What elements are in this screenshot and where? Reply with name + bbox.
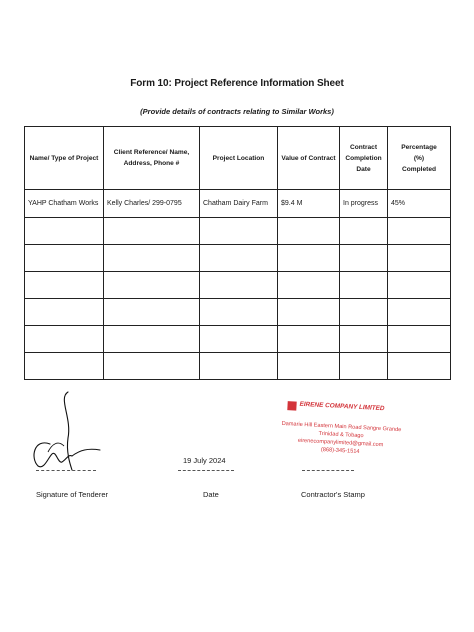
handwritten-signature: [28, 388, 118, 478]
stamp-phone: (868)-345-1514: [320, 446, 360, 455]
table-cell: [388, 218, 451, 245]
table-cell: [104, 353, 200, 380]
table-cell: [278, 272, 340, 299]
signature-line: [36, 470, 96, 471]
stamp-company-name: EIRENE COMPANY LIMITED: [299, 400, 385, 413]
table-cell: [25, 353, 104, 380]
date-value: 19 July 2024: [183, 456, 226, 465]
table-cell: [278, 245, 340, 272]
table-cell: [25, 272, 104, 299]
table-cell: [25, 299, 104, 326]
date-label: Date: [203, 490, 219, 499]
table-cell: [25, 245, 104, 272]
table-cell: YAHP Chatham Works: [25, 190, 104, 218]
table-cell: [340, 299, 388, 326]
table-cell: [104, 245, 200, 272]
table-cell: $9.4 M: [278, 190, 340, 218]
header-percentage-completed: Percentage (%) Completed: [388, 127, 451, 190]
table-cell: [104, 272, 200, 299]
table-cell: [278, 218, 340, 245]
table-cell: [340, 272, 388, 299]
company-logo-icon: [287, 401, 296, 410]
table-cell: [340, 326, 388, 353]
header-contract-value: Value of Contract: [278, 127, 340, 190]
date-line: [178, 470, 234, 471]
table-cell: 45%: [388, 190, 451, 218]
table-cell: [104, 326, 200, 353]
table-cell: [200, 218, 278, 245]
table-cell: [388, 272, 451, 299]
table-row: [25, 218, 451, 245]
table-cell: [388, 299, 451, 326]
form-subtitle: (Provide details of contracts relating to Similar Works): [140, 107, 334, 116]
table-row: [25, 299, 451, 326]
table-cell: Chatham Dairy Farm: [200, 190, 278, 218]
form-title: Form 10: Project Reference Information Sheet: [130, 78, 344, 89]
stamp-label: Contractor's Stamp: [301, 490, 365, 499]
table-cell: [200, 326, 278, 353]
stamp-email: eirenecompanylimited@gmail.com: [297, 437, 384, 449]
header-client-reference: Client Reference/ Name, Address, Phone #: [104, 127, 200, 190]
table-cell: [200, 299, 278, 326]
project-reference-table: [24, 126, 451, 380]
table-cell: In progress: [340, 190, 388, 218]
stamp-address-line1: Damarie Hill Eastern Main Road Sangre Grande: [281, 420, 402, 434]
table-cell: [200, 353, 278, 380]
company-stamp: [274, 398, 407, 475]
table-cell: [200, 245, 278, 272]
table-cell: [278, 326, 340, 353]
table-header-row: [25, 127, 451, 190]
table-cell: [104, 218, 200, 245]
table-row: [25, 272, 451, 299]
table-row: [25, 245, 451, 272]
table-row: [25, 353, 451, 380]
signature-label: Signature of Tenderer: [36, 490, 108, 499]
table-cell: [200, 272, 278, 299]
table-cell: [388, 326, 451, 353]
table-cell: [25, 326, 104, 353]
stamp-address-line2: Trinidad & Tobago: [318, 430, 364, 440]
table-cell: [278, 299, 340, 326]
table-row: [25, 326, 451, 353]
table-cell: [104, 299, 200, 326]
table-cell: [25, 218, 104, 245]
table-row: [25, 190, 451, 218]
header-project-location: Project Location: [200, 127, 278, 190]
header-project-name: Name/ Type of Project: [25, 127, 104, 190]
table-cell: [388, 245, 451, 272]
table-cell: [388, 353, 451, 380]
table-cell: [340, 245, 388, 272]
table-cell: [340, 218, 388, 245]
table-cell: [340, 353, 388, 380]
header-completion-date: Contract Completion Date: [340, 127, 388, 190]
table-cell: Kelly Charles/ 299-0795: [104, 190, 200, 218]
table-cell: [278, 353, 340, 380]
